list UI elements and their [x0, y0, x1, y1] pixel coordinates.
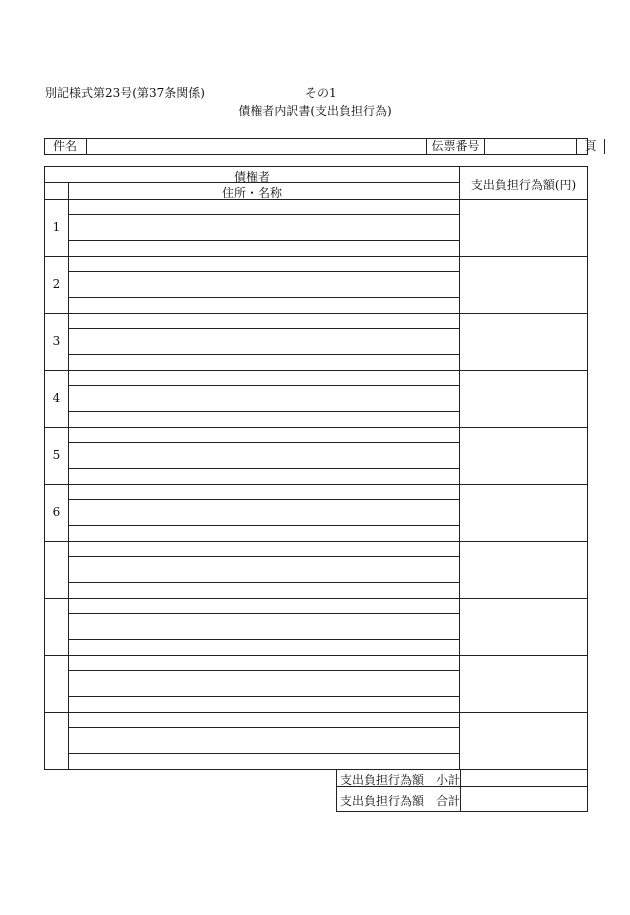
slip-number-field[interactable] — [485, 139, 577, 154]
header-strip — [44, 138, 597, 155]
slip-number-label: 伝票番号 — [427, 139, 485, 154]
creditor-1-line-1[interactable] — [69, 199, 459, 214]
creditor-6-line-2[interactable] — [69, 499, 459, 525]
amount-field-3[interactable] — [460, 313, 587, 370]
creditor-8-line-1[interactable] — [69, 598, 459, 613]
creditor-5-line-3[interactable] — [69, 468, 459, 484]
creditor-9-line-2[interactable] — [69, 670, 459, 696]
creditor-10-line-3[interactable] — [69, 753, 459, 769]
creditor-3-line-1[interactable] — [69, 313, 459, 328]
form-number-label: 別記様式第23号(第37条関係) — [45, 86, 205, 100]
amount-field-1[interactable] — [460, 199, 587, 256]
creditor-4-line-2[interactable] — [69, 385, 459, 411]
sheet-number-label: その1 — [305, 86, 337, 100]
amount-field-2[interactable] — [460, 256, 587, 313]
row-number-1: 1 — [52, 220, 61, 234]
subtotal-field[interactable] — [461, 770, 587, 786]
page-label: 頁 — [577, 139, 605, 154]
creditor-3-line-3[interactable] — [69, 354, 459, 370]
creditor-table — [44, 166, 588, 770]
creditor-6-line-1[interactable] — [69, 484, 459, 499]
subject-label: 件名 — [45, 139, 87, 154]
creditor-7-line-1[interactable] — [69, 541, 459, 556]
creditor-2-line-2[interactable] — [69, 271, 459, 297]
creditor-10-line-2[interactable] — [69, 727, 459, 753]
row-number-4: 4 — [52, 391, 61, 405]
subtotal-label: 支出負担行為額 小計 — [340, 773, 461, 787]
creditor-9-line-1[interactable] — [69, 655, 459, 670]
total-row — [336, 786, 588, 812]
creditor-10-line-1[interactable] — [69, 712, 459, 727]
subject-field[interactable] — [87, 139, 427, 154]
amount-field-5[interactable] — [460, 427, 587, 484]
creditor-4-line-1[interactable] — [69, 370, 459, 385]
creditor-7-line-2[interactable] — [69, 556, 459, 582]
creditor-1-line-2[interactable] — [69, 214, 459, 240]
total-field[interactable] — [461, 787, 587, 811]
row-number-2: 2 — [52, 277, 61, 291]
amount-field-6[interactable] — [460, 484, 587, 541]
creditor-9-line-3[interactable] — [69, 696, 459, 712]
creditor-8-line-3[interactable] — [69, 639, 459, 655]
row-number-6: 6 — [52, 505, 61, 519]
creditor-2-line-1[interactable] — [69, 256, 459, 271]
creditor-2-line-3[interactable] — [69, 297, 459, 313]
subtotal-row — [336, 769, 588, 787]
amount-field-4[interactable] — [460, 370, 587, 427]
creditor-3-line-2[interactable] — [69, 328, 459, 354]
row-number-3: 3 — [52, 334, 61, 348]
creditor-8-line-2[interactable] — [69, 613, 459, 639]
creditor-5-line-2[interactable] — [69, 442, 459, 468]
amount-field-8[interactable] — [460, 598, 587, 655]
total-label: 支出負担行為額 合計 — [340, 794, 461, 808]
creditor-6-line-3[interactable] — [69, 525, 459, 541]
amount-field-7[interactable] — [460, 541, 587, 598]
creditor-5-line-1[interactable] — [69, 427, 459, 442]
address-name-header: 住所・名称 — [221, 186, 282, 200]
creditor-4-line-3[interactable] — [69, 411, 459, 427]
creditor-1-line-3[interactable] — [69, 240, 459, 256]
amount-field-10[interactable] — [460, 712, 587, 769]
document-title: 債権者内訳書(支出負担行為) — [238, 104, 392, 118]
row-number-5: 5 — [52, 448, 61, 462]
creditor-7-line-3[interactable] — [69, 582, 459, 598]
amount-header: 支出負担行為額(円) — [470, 178, 577, 192]
creditor-header: 債権者 — [233, 170, 270, 184]
amount-field-9[interactable] — [460, 655, 587, 712]
